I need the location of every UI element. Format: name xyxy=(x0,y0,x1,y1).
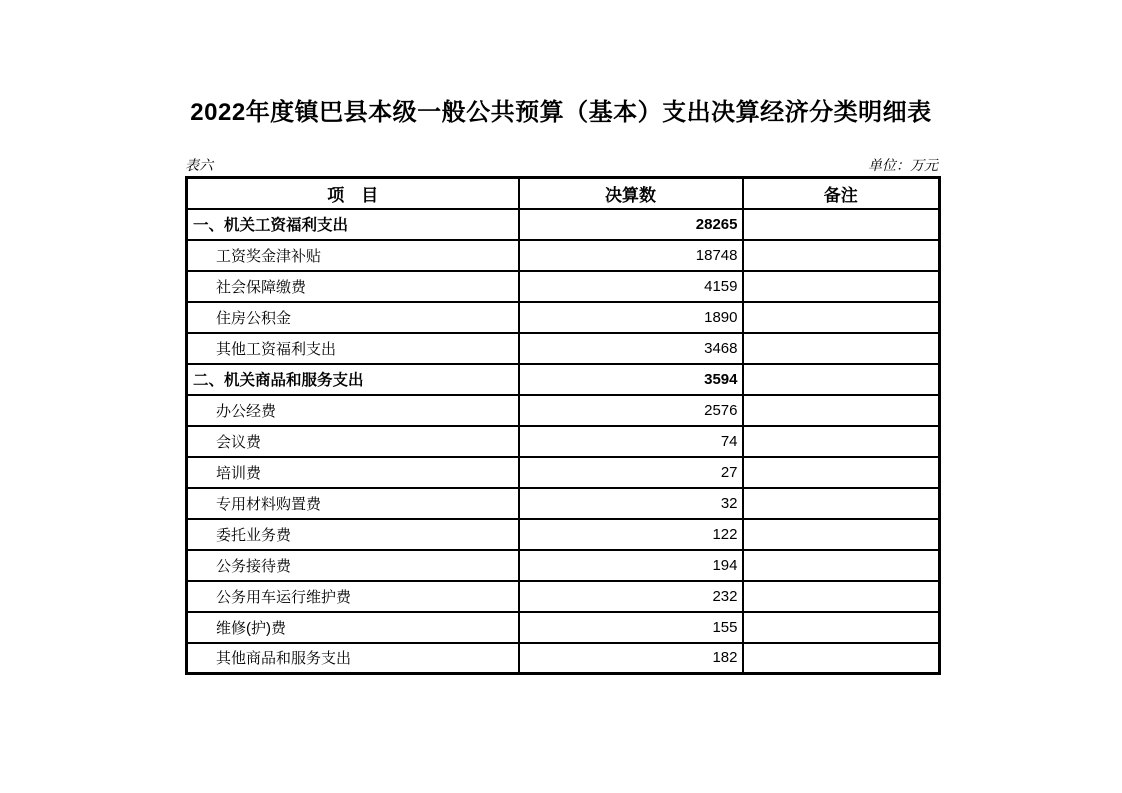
row-amount: 2576 xyxy=(519,395,743,426)
row-item-label: 会议费 xyxy=(187,426,519,457)
row-item-label: 委托业务费 xyxy=(187,519,519,550)
table-header xyxy=(187,178,940,209)
table-row xyxy=(187,488,940,519)
table-row xyxy=(187,302,940,333)
sheet-number-label: 表六 xyxy=(185,159,213,174)
row-item-label: 住房公积金 xyxy=(187,302,519,333)
table-row xyxy=(187,240,940,271)
row-note xyxy=(743,643,940,674)
table-header-row xyxy=(187,178,940,209)
table-row xyxy=(187,519,940,550)
table-meta-row xyxy=(185,156,938,175)
column-header-note: 备注 xyxy=(743,178,940,209)
row-item-label: 公务用车运行维护费 xyxy=(187,581,519,612)
row-item-label: 工资奖金津补贴 xyxy=(187,240,519,271)
column-header-item: 项 目 xyxy=(187,178,519,209)
row-amount: 3468 xyxy=(519,333,743,364)
row-note xyxy=(743,333,940,364)
row-item-label: 二、机关商品和服务支出 xyxy=(187,364,519,395)
row-item-label: 培训费 xyxy=(187,457,519,488)
row-amount: 74 xyxy=(519,426,743,457)
row-item-label: 专用材料购置费 xyxy=(187,488,519,519)
row-amount: 122 xyxy=(519,519,743,550)
row-amount: 155 xyxy=(519,612,743,643)
row-item-label: 社会保障缴费 xyxy=(187,271,519,302)
unit-label: 单位：万元 xyxy=(868,159,938,174)
table-row xyxy=(187,271,940,302)
row-note xyxy=(743,488,940,519)
column-header-amount: 决算数 xyxy=(519,178,743,209)
row-note xyxy=(743,426,940,457)
row-note xyxy=(743,209,940,240)
row-note xyxy=(743,550,940,581)
row-amount: 4159 xyxy=(519,271,743,302)
table-row xyxy=(187,364,940,395)
table-row xyxy=(187,457,940,488)
row-note xyxy=(743,395,940,426)
row-item-label: 其他商品和服务支出 xyxy=(187,643,519,674)
table-body xyxy=(187,209,940,674)
budget-sheet xyxy=(185,156,938,675)
row-item-label: 一、机关工资福利支出 xyxy=(187,209,519,240)
row-item-label: 其他工资福利支出 xyxy=(187,333,519,364)
row-note xyxy=(743,612,940,643)
row-note xyxy=(743,240,940,271)
row-amount: 27 xyxy=(519,457,743,488)
row-amount: 182 xyxy=(519,643,743,674)
row-note xyxy=(743,302,940,333)
row-item-label: 公务接待费 xyxy=(187,550,519,581)
row-amount: 3594 xyxy=(519,364,743,395)
row-note xyxy=(743,519,940,550)
row-amount: 194 xyxy=(519,550,743,581)
table-row xyxy=(187,426,940,457)
budget-table xyxy=(185,176,941,675)
row-note xyxy=(743,457,940,488)
table-row xyxy=(187,333,940,364)
table-row xyxy=(187,395,940,426)
row-item-label: 维修(护)费 xyxy=(187,612,519,643)
row-amount: 28265 xyxy=(519,209,743,240)
row-amount: 1890 xyxy=(519,302,743,333)
row-note xyxy=(743,271,940,302)
row-item-label: 办公经费 xyxy=(187,395,519,426)
row-amount: 18748 xyxy=(519,240,743,271)
page-title: 2022年度镇巴县本级一般公共预算（基本）支出决算经济分类明细表 xyxy=(190,99,932,126)
row-amount: 32 xyxy=(519,488,743,519)
row-note xyxy=(743,364,940,395)
table-row xyxy=(187,209,940,240)
row-amount: 232 xyxy=(519,581,743,612)
table-row xyxy=(187,643,940,674)
table-row xyxy=(187,612,940,643)
row-note xyxy=(743,581,940,612)
table-row xyxy=(187,581,940,612)
table-row xyxy=(187,550,940,581)
